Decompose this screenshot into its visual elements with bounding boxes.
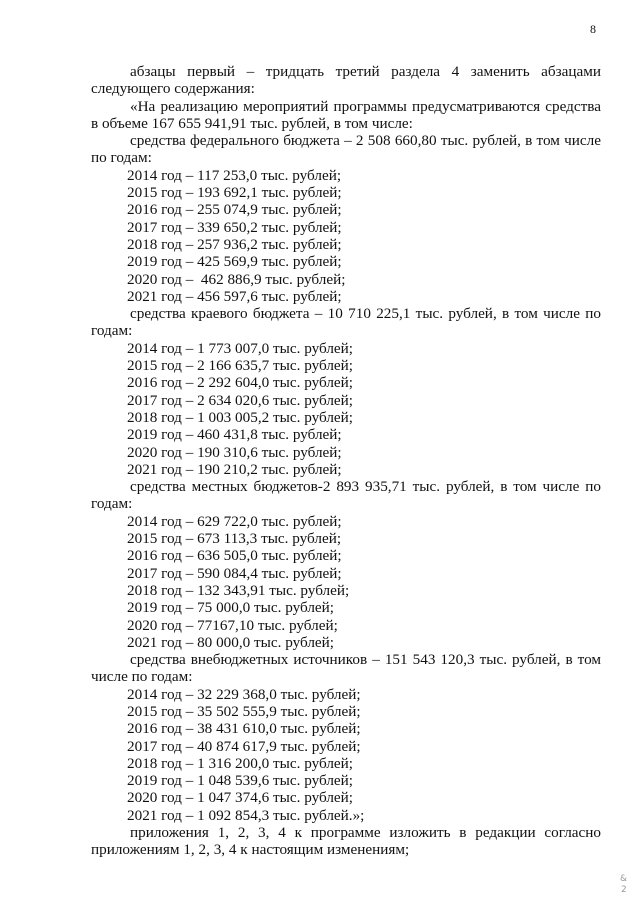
year-line: 2021 год – 1 092 854,3 тыс. рублей.»;: [127, 806, 365, 824]
margin-mark: &: [620, 874, 628, 884]
year-line: 2020 год – 462 886,9 тыс. рублей;: [127, 270, 346, 288]
year-line: 2016 год – 255 074,9 тыс. рублей;: [127, 201, 342, 219]
year-line: 2015 год – 35 502 555,9 тыс. рублей;: [127, 702, 361, 720]
funding-section-extrabudgetary: [91, 651, 601, 824]
year-line: 2018 год – 132 343,91 тыс. рублей;: [127, 581, 350, 599]
intro-paragraph: абзацы первый – тридцать третий раздела 4 заменить абзацами следующего содержания:: [91, 63, 601, 98]
section-heading: средства федерального бюджета – 2 508 660,80 тыс. рублей, в том числе по годам:: [91, 132, 601, 167]
year-line: 2014 год – 32 229 368,0 тыс. рублей;: [127, 685, 361, 703]
year-line: 2017 год – 2 634 020,6 тыс. рублей;: [127, 391, 354, 409]
year-line: 2020 год – 1 047 374,6 тыс. рублей;: [127, 789, 354, 807]
year-line: 2021 год – 80 000,0 тыс. рублей;: [127, 633, 335, 651]
year-line: 2018 год – 1 003 005,2 тыс. рублей;: [127, 408, 354, 426]
year-line: 2014 год – 629 722,0 тыс. рублей;: [127, 512, 342, 530]
year-line: 2019 год – 425 569,9 тыс. рублей;: [127, 253, 342, 271]
closing-paragraph: приложения 1, 2, 3, 4 к программе изложить в редакции согласно приложениям 1, 2, 3, 4 к настоящим изменениям;: [91, 824, 601, 859]
page-number: 8: [590, 22, 596, 36]
year-line: 2019 год – 460 431,8 тыс. рублей;: [127, 426, 342, 444]
year-line: 2017 год – 339 650,2 тыс. рублей;: [127, 218, 342, 236]
year-line: 2018 год – 257 936,2 тыс. рублей;: [127, 235, 342, 253]
year-line: 2016 год – 2 292 604,0 тыс. рублей;: [127, 374, 354, 392]
total-paragraph: «На реализацию мероприятий программы предусматриваются средства в объеме 167 655 941,91 тыс. рублей, в том числе:: [91, 97, 601, 132]
section-heading: средства местных бюджетов-2 893 935,71 тыс. рублей, в том числе по годам:: [91, 478, 601, 513]
year-line: 2020 год – 190 310,6 тыс. рублей;: [127, 443, 342, 461]
year-line: 2017 год – 590 084,4 тыс. рублей;: [127, 564, 342, 582]
document-body: [91, 63, 601, 859]
year-line: 2016 год – 636 505,0 тыс. рублей;: [127, 547, 342, 565]
year-line: 2021 год – 190 210,2 тыс. рублей;: [127, 460, 342, 478]
year-line: 2015 год – 2 166 635,7 тыс. рублей;: [127, 357, 354, 375]
section-heading: средства краевого бюджета – 10 710 225,1 тыс. рублей, в том числе по годам:: [91, 305, 601, 340]
year-line: 2019 год – 1 048 539,6 тыс. рублей;: [127, 772, 354, 790]
funding-section-regional: [91, 305, 601, 478]
year-line: 2020 год – 77167,10 тыс. рублей;: [127, 616, 338, 634]
year-line: 2014 год – 117 253,0 тыс. рублей;: [127, 166, 342, 184]
margin-mark: 2: [621, 885, 627, 895]
funding-section-local: [91, 478, 601, 651]
funding-section-federal: [91, 132, 601, 305]
year-line: 2018 год – 1 316 200,0 тыс. рублей;: [127, 754, 354, 772]
year-line: 2016 год – 38 431 610,0 тыс. рублей;: [127, 720, 361, 738]
section-heading: средства внебюджетных источников – 151 543 120,3 тыс. рублей, в том числе по годам:: [91, 651, 601, 686]
year-line: 2014 год – 1 773 007,0 тыс. рублей;: [127, 339, 354, 357]
year-line: 2015 год – 673 113,3 тыс. рублей;: [127, 530, 342, 548]
year-line: 2021 год – 456 597,6 тыс. рублей;: [127, 287, 342, 305]
year-line: 2015 год – 193 692,1 тыс. рублей;: [127, 184, 342, 202]
year-line: 2017 год – 40 874 617,9 тыс. рублей;: [127, 737, 361, 755]
year-line: 2019 год – 75 000,0 тыс. рублей;: [127, 599, 335, 617]
